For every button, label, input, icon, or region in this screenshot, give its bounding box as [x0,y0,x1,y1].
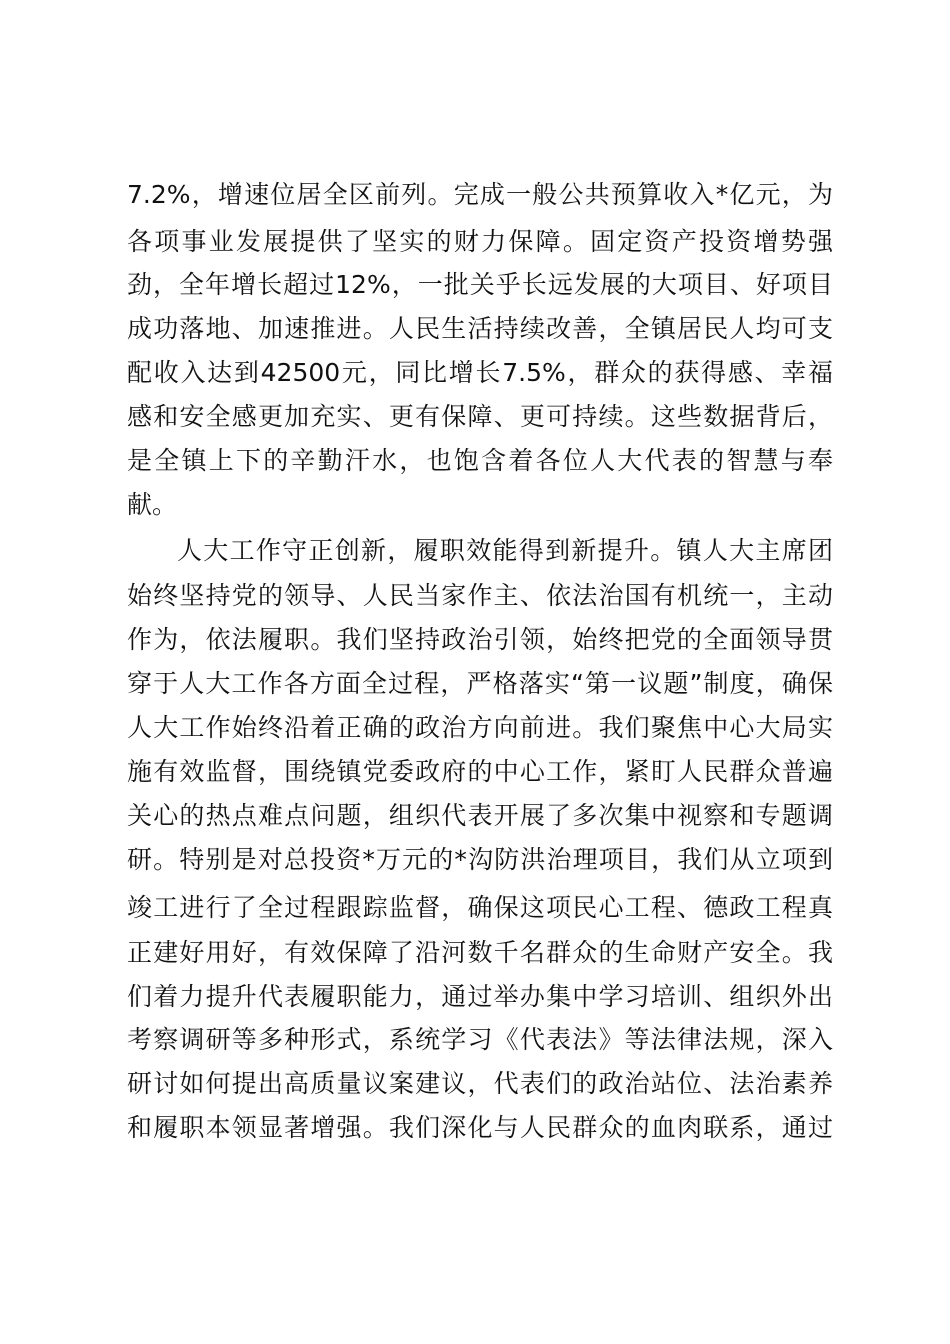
text-line: 各项事业发展提供了坚实的财力保障。固定资产投资增势强 [127,227,833,256]
text-line: 穿于人大工作各方面全过程，严格落实“第一议题”制度，确保 [127,669,833,698]
text-line: 7.2%，增速位居全区前列。完成一般公共预算收入*亿元，为 [127,180,833,209]
text-line: 配收入达到42500元，同比增长7.5%，群众的获得感、幸福 [127,358,833,387]
text-line: 关心的热点难点问题，组织代表开展了多次集中视察和专题调 [127,801,833,830]
text-line: 们着力提升代表履职能力，通过举办集中学习培训、组织外出 [127,982,833,1011]
text-line: 和履职本领显著增强。我们深化与人民群众的血肉联系，通过 [127,1113,833,1142]
text-line: 感和安全感更加充实、更有保障、更可持续。这些数据背后， [127,402,833,431]
text-line: 劲，全年增长超过12%，一批关乎长远发展的大项目、好项目 [127,270,833,299]
paragraph-first-line: 人大工作守正创新，履职效能得到新提升。镇人大主席团 [177,536,833,565]
text-line: 竣工进行了全过程跟踪监督，确保这项民心工程、德政工程真 [127,893,833,922]
text-line: 施有效监督，围绕镇党委政府的中心工作，紧盯人民群众普遍 [127,757,833,786]
text-line: 正建好用好，有效保障了沿河数千名群众的生命财产安全。我 [127,938,833,967]
text-line: 作为，依法履职。我们坚持政治引领，始终把党的全面领导贯 [127,625,833,654]
text-line: 研讨如何提出高质量议案建议，代表们的政治站位、法治素养 [127,1069,833,1098]
text-line: 献。 [127,490,178,519]
text-line: 人大工作始终沿着正确的政治方向前进。我们聚焦中心大局实 [127,713,833,742]
text-line: 研。特别是对总投资*万元的*沟防洪治理项目，我们从立项到 [127,845,833,874]
text-line: 始终坚持党的领导、人民当家作主、依法治国有机统一，主动 [127,581,833,610]
text-line: 考察调研等多种形式，系统学习《代表法》等法律法规，深入 [127,1025,833,1054]
text-line: 成功落地、加速推进。人民生活持续改善，全镇居民人均可支 [127,314,833,343]
text-line: 是全镇上下的辛勤汗水，也饱含着各位人大代表的智慧与奉 [127,446,833,475]
